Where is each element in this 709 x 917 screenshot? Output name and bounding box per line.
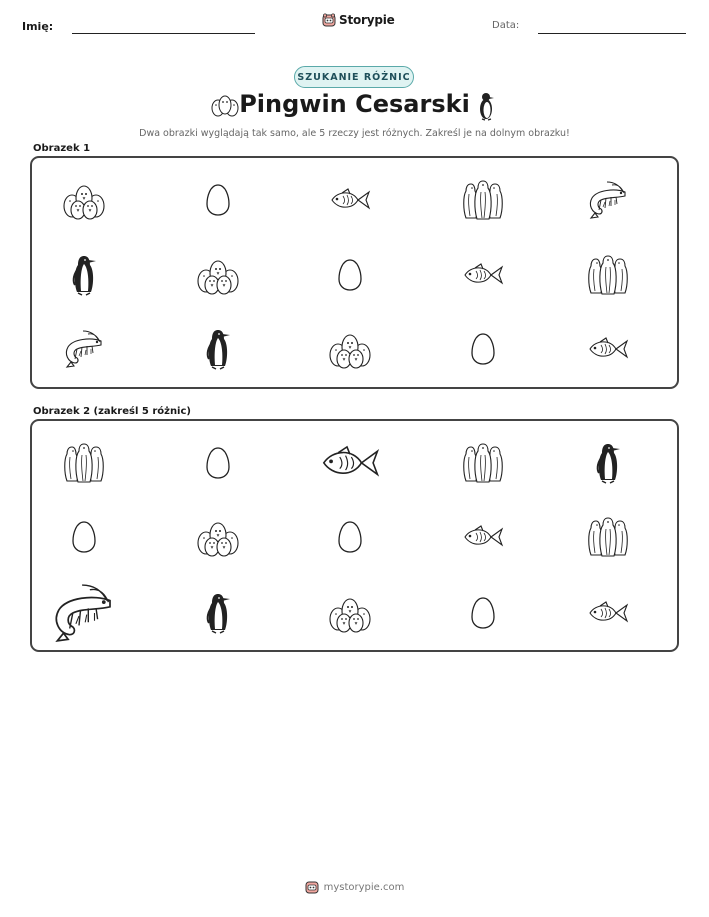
shrimp-icon[interactable]	[44, 578, 124, 648]
storypie-mascot-icon	[322, 13, 336, 27]
egg-icon[interactable]	[178, 428, 258, 498]
penguin-icon[interactable]	[568, 428, 648, 498]
shrimp-icon	[44, 314, 124, 384]
chicks-group-icon	[310, 314, 390, 384]
chicks-group-icon[interactable]	[178, 502, 258, 572]
name-label: Imię:	[22, 20, 54, 33]
date-input-line[interactable]	[538, 33, 686, 34]
penguin-icon	[178, 314, 258, 384]
egg-icon	[310, 240, 390, 310]
penguin-colony-icon[interactable]	[568, 502, 648, 572]
picture1-label: Obrazek 1	[33, 143, 91, 154]
picture2-panel[interactable]	[30, 419, 679, 652]
penguin-colony-icon[interactable]	[44, 428, 124, 498]
fish-icon	[310, 165, 390, 235]
chicks-group-icon	[178, 240, 258, 310]
penguin-colony-icon	[568, 240, 648, 310]
name-input-line[interactable]	[72, 33, 255, 34]
footer-mascot-icon	[305, 880, 319, 894]
fish-icon	[568, 314, 648, 384]
egg-icon	[443, 314, 523, 384]
footer-url: mystorypie.com	[323, 881, 405, 893]
egg-icon[interactable]	[44, 502, 124, 572]
penguin-colony-icon[interactable]	[443, 428, 523, 498]
date-label: Data:	[492, 20, 520, 31]
chicks-group-icon[interactable]	[310, 578, 390, 648]
fish-icon[interactable]	[310, 428, 390, 498]
egg-icon[interactable]	[310, 502, 390, 572]
storypie-logo	[322, 13, 395, 27]
shrimp-icon	[568, 165, 648, 235]
egg-icon[interactable]	[443, 578, 523, 648]
egg-icon	[178, 165, 258, 235]
fish-icon[interactable]	[568, 578, 648, 648]
penguin-colony-icon	[443, 165, 523, 235]
penguin-icon[interactable]	[178, 578, 258, 648]
logo-text: Storypie	[339, 13, 395, 27]
footer	[0, 880, 709, 894]
penguin-icon	[44, 240, 124, 310]
instructions: Dwa obrazki wyglądają tak samo, ale 5 rzeczy jest różnych. Zakreśl je na dolnym obrazku!	[139, 128, 570, 139]
picture2-label: Obrazek 2 (zakreśl 5 różnic)	[33, 406, 191, 417]
title-penguin-icon	[476, 91, 496, 121]
chicks-group-icon	[44, 165, 124, 235]
picture1-panel	[30, 156, 679, 389]
activity-badge: SZUKANIE RÓŻNIC	[294, 66, 414, 88]
page-title: Pingwin Cesarski	[239, 90, 470, 118]
fish-icon[interactable]	[443, 502, 523, 572]
fish-icon	[443, 240, 523, 310]
